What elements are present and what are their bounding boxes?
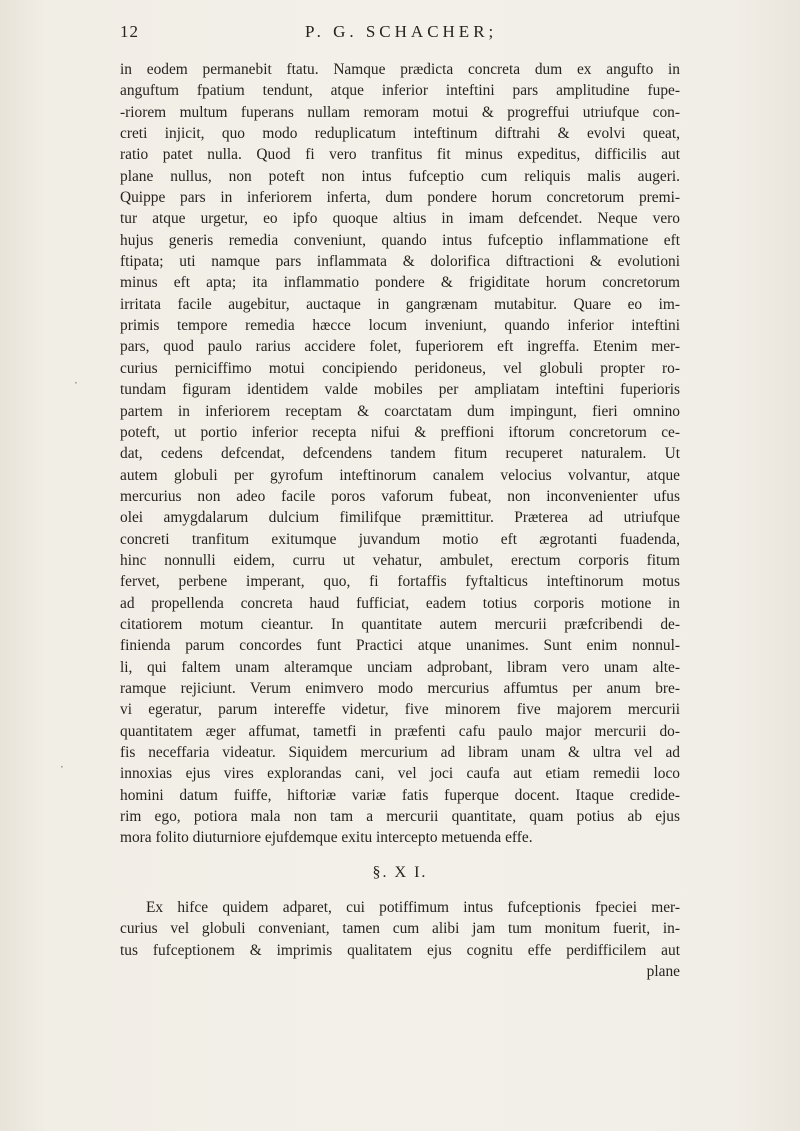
catchword: plane xyxy=(646,963,680,981)
text-line: mercurius non adeo facile poros vaforum fubeat, non inconvenienter ufus xyxy=(120,487,680,505)
text-line: irritata facile augebitur, auctaque in gangrænam mutabitur. Quare eo im- xyxy=(120,295,680,313)
text-line: partem in inferiorem receptam & coarctatam dum impingunt, fieri omnino xyxy=(120,402,680,420)
section-heading: §. X I. xyxy=(372,863,428,881)
text-line: primis tempore remedia hæcce locum inveniunt, quando inferior inteftini xyxy=(120,317,680,335)
text-line: tur atque urgetur, eo ipfo quoque altius in imam defcendet. Neque vero xyxy=(120,210,680,228)
text-line: pars, quod paulo rarius accidere folet, fuperiorem eft ingreffa. Etenim mer- xyxy=(120,338,680,356)
text-line: homini datum fuiffe, hiftoriæ variæ fatis fuperque docent. Itaque credide- xyxy=(120,786,680,804)
text-line: fervet, perbene imperant, quo, fi fortaffis fyftalticus inteftinorum motus xyxy=(120,573,680,591)
margin-mark: · xyxy=(74,376,78,390)
text-line: concreti tranfitum exitumque juvandum motio eft ægrotanti fuadenda, xyxy=(120,530,680,548)
text-line: ftipata; uti namque pars inflammata & dolorifica diftractioni & evolutioni xyxy=(120,253,680,271)
text-line: tundam figuram identidem valde mobiles per ampliatam inteftini fuperioris xyxy=(120,381,680,399)
text-line: vi egeratur, parum intereffe videtur, five minorem five majorem mercurii xyxy=(120,701,680,719)
text-line: dat, cedens defcendat, defcendens tandem fitum recuperet naturalem. Ut xyxy=(120,445,680,463)
text-line: Quippe pars in inferiorem inferta, dum pondere horum concretorum premi- xyxy=(120,189,680,207)
text-line: -riorem multum fuperans nullam remoram motui & progreffui utriufque con- xyxy=(120,103,680,121)
text-line: tus fufceptionem & imprimis qualitatem ejus cognitu effe perdifficilem aut xyxy=(120,941,680,959)
text-line: fis neceffaria videatur. Siquidem mercurium ad libram unam & ultra vel ad xyxy=(120,744,680,761)
text-line: citatiorem motum cieantur. In quantitate autem mercurii præfcribendi de- xyxy=(120,615,680,633)
paragraph-1 xyxy=(120,59,680,849)
text-line: hinc nonnulli eidem, curru ut vehatur, ambulet, erectum corporis fitum xyxy=(120,551,680,569)
text-line: olei amygdalarum dulcium fimilifque præmittitur. Præterea ad utriufque xyxy=(120,509,680,527)
margin-mark: · xyxy=(60,760,64,774)
text-line: curius vel globuli conveniant, tamen cum alibi jam tum monitum fuerit, in- xyxy=(120,920,680,938)
text-line: poteft, ut portio inferior recepta nifui & preffioni iftorum concretorum ce- xyxy=(120,423,680,441)
text-line: ratio patet nulla. Quod fi vero tranfitus fit minus expeditus, difficilis aut xyxy=(120,146,680,164)
text-line: quantitatem æger affumat, tametfi in præfenti cafu paulo major mercurii do- xyxy=(120,722,680,740)
text-line: ad propellenda concreta haud fufficiat, eadem totius corporis motione in xyxy=(120,594,680,612)
text-line: finienda parum concordes funt Practici atque unanimes. Sunt enim nonnul- xyxy=(120,637,680,655)
page-number: 12 xyxy=(120,22,139,41)
running-head: P. G. SCHACHER; xyxy=(305,22,498,41)
text-line: li, qui faltem unam alteramque unciam adprobant, libram vero unam alte- xyxy=(120,658,680,676)
text-line: mora folito diuturniore ejufdemque exitu intercepto metuenda effe. xyxy=(120,829,533,847)
text-line: creti injicit, quo modo reduplicatum inteftinum diftrahi & evolvi queat, xyxy=(120,125,680,143)
text-line: minus eft apta; ita inflammatio pondere & frigiditate horum concretorum xyxy=(120,274,680,292)
text-line: Ex hifce quidem adparet, cui potiffimum intus fufceptionis fpeciei mer- xyxy=(146,899,680,917)
text-line: hujus generis remedia conveniunt, quando intus fufceptio inflammatione eft xyxy=(120,231,680,249)
text-line: plane nullus, non poteft non intus fufceptio cum reliquis malis augeri. xyxy=(120,167,680,185)
paragraph-2 xyxy=(120,897,680,961)
text-line: curius perniciffimo motui concipiendo peridoneus, vel globuli propter ro- xyxy=(120,359,680,377)
text-line: ramque rejiciunt. Verum enimvero modo mercurius affumtus per anum bre- xyxy=(120,679,680,697)
text-line: anguftum fpatium tendunt, atque inferior inteftini pars amplitudine fupe- xyxy=(120,82,680,100)
text-line: innoxias ejus vires explorandas cani, vel joci caufa aut etiam remedii loco xyxy=(120,765,680,783)
page-header xyxy=(120,20,680,50)
text-line: rim ego, potiora mala non tam a mercurii quantitate, quam potius ab ejus xyxy=(120,808,680,826)
body-text xyxy=(120,59,680,982)
text-line: autem globuli per gyrofum inteftinorum canalem velocius volvantur, atque xyxy=(120,466,680,484)
text-line: in eodem permanebit ftatu. Namque prædicta concreta dum ex angufto in xyxy=(120,61,680,78)
